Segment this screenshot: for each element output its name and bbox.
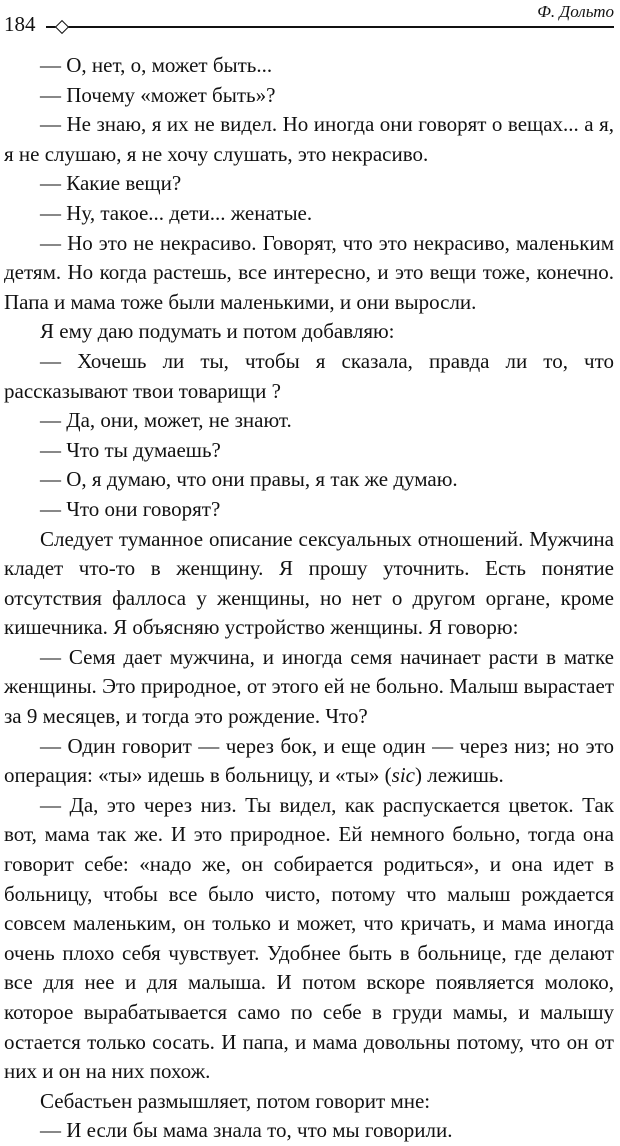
- paragraph: — Ну, такое... дети... женатые.: [40, 200, 313, 225]
- paragraph: Следует туманное описание сексуальных отношений. Мужчина кладет что-то в женщину. Я прошу уточнить. Есть понятие отсутствия фаллоса у женщины, но нет о другом органе, кроме кишечника. Я объясняю устройство женщины. Я говорю:: [4, 526, 614, 640]
- running-title: Ф. Дольто: [537, 2, 614, 21]
- paragraph: — Но это не некрасиво. Говорят, что это некрасиво, маленьким детям. Но когда растешь, все интересно, и это вещи тоже, конечно. Папа и мама тоже были маленькими, и они выросли.: [4, 230, 614, 314]
- operation-text-after: ) лежишь.: [414, 763, 504, 788]
- paragraph: — Почему «может быть»?: [40, 82, 276, 107]
- paragraph: Себастьен размышляет, потом говорит мне:: [40, 1088, 431, 1113]
- paragraph: — Не знаю, я их не видел. Но иногда они говорят о вещах... а я, я не слушаю, я не хочу слушать, это некрасиво.: [4, 112, 614, 166]
- body-text: [4, 51, 614, 1146]
- paragraph: — Что ты думаешь?: [40, 437, 221, 462]
- page-number: 184: [4, 12, 36, 36]
- header-rule: [46, 26, 614, 28]
- sic-italic: sic: [391, 763, 415, 788]
- paragraph: — Что они говорят?: [40, 496, 221, 521]
- paragraph-operation: [4, 732, 614, 791]
- operation-text-before: — Один говорит — через бок, и еще один — через низ; но это операция: «ты» идешь в больницу, и «ты» (: [4, 733, 614, 788]
- paragraph: — И если бы мама знала то, что мы говорили.: [40, 1118, 453, 1143]
- paragraph: — Да, это через низ. Ты видел, как распускается цветок. Так вот, мама так же. И это природное. Ей немного больно, тогда она говорит себе: «надо же, он собирается родиться», и она идет в больницу, чтобы все было чисто, потому что малыш рождается совсем маленьким, он только и может, что кричать, и мама иногда очень плохо себя чувствует. Удобнее быть в больнице, где делают все для нее и для малыша. И потом вскоре появляется молоко, которое вырабатывается само по себе в груди мамы, и малышу остается только сосать. И папа, и мама довольны потому, что он от них и он на них похож.: [4, 792, 614, 1084]
- paragraph: — О, я думаю, что они правы, я так же думаю.: [40, 467, 458, 492]
- page-header: [4, 2, 614, 42]
- paragraph: — О, нет, о, может быть...: [40, 53, 273, 77]
- header-diamond-ornament: [55, 20, 69, 34]
- paragraph: — Какие вещи?: [40, 171, 182, 196]
- paragraph: — Да, они, может, не знают.: [40, 408, 292, 433]
- paragraph: — Семя дает мужчина, и иногда семя начинает расти в матке женщины. Это природное, от этого ей не больно. Малыш вырастает за 9 месяцев, и тогда это рождение. Что?: [4, 644, 614, 729]
- paragraph: — Хочешь ли ты, чтобы я сказала, правда ли то, что рассказывают твои товарищи ?: [4, 348, 614, 403]
- paragraph: Я ему даю подумать и потом добавляю:: [40, 319, 395, 344]
